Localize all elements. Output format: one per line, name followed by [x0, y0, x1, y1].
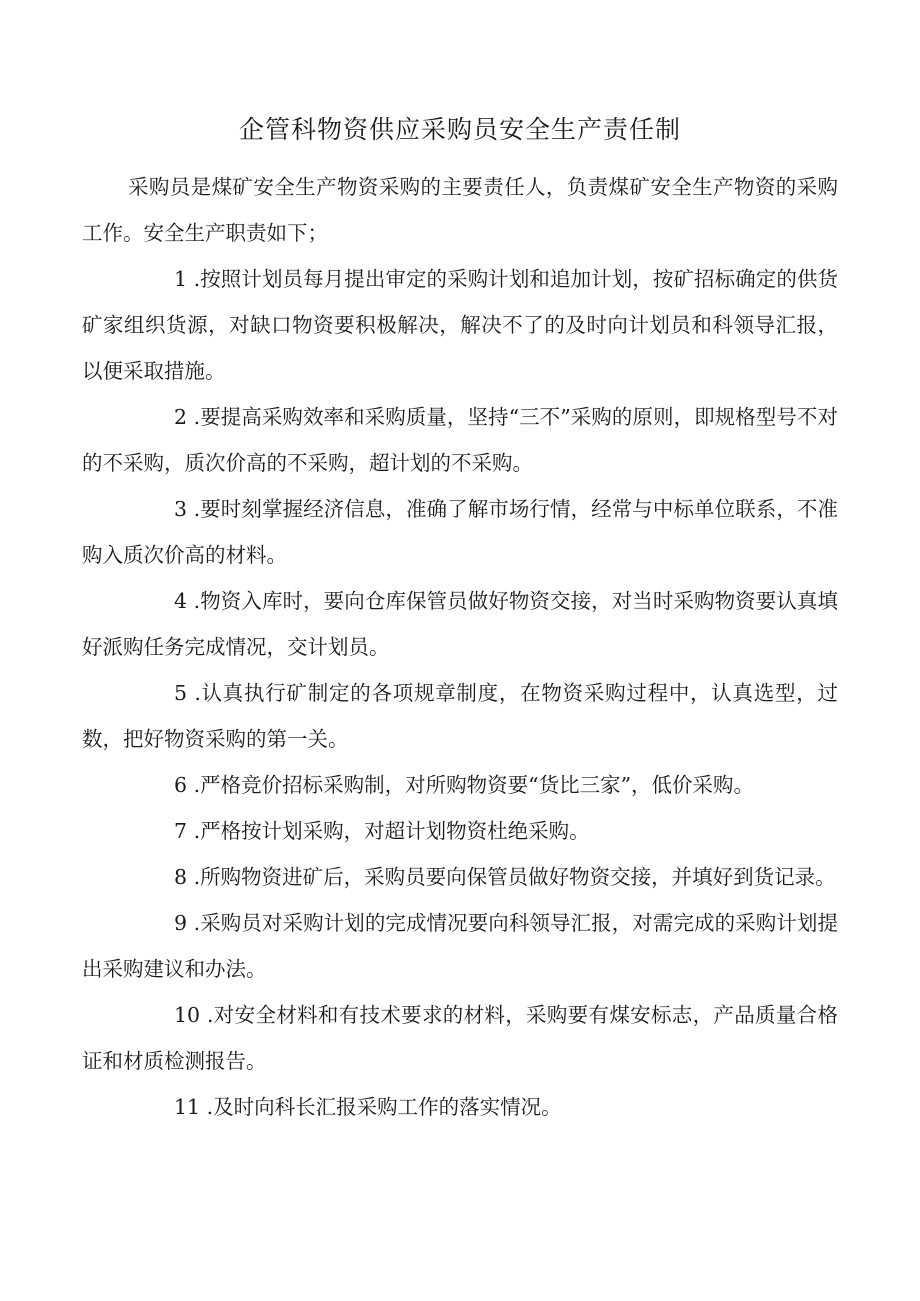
item-number: 1: [174, 267, 188, 291]
intro-paragraph: 采购员是煤矿安全生产物资采购的主要责任人，负责煤矿安全生产物资的采购工作。安全生产职责如下；: [82, 175, 838, 245]
item-text: .按照计划员每月提出审定的采购计划和追加计划，按矿招标确定的供货矿家组织货源，对缺口物资要积极解决，解决不了的及时向计划员和科领导汇报，以便采取措施。: [82, 267, 838, 383]
item-text: .要提高采购效率和采购质量，坚持“三不”采购的原则，即规格型号不对的不采购，质次价高的不采购，超计划的不采购。: [82, 405, 838, 475]
item-number: 10: [174, 1003, 201, 1027]
item-number: 5: [174, 681, 188, 705]
item-number: 11: [174, 1095, 201, 1119]
list-item: [82, 486, 838, 578]
item-number: 3: [174, 497, 188, 521]
list-item: [82, 900, 838, 992]
item-number: 6: [174, 773, 188, 797]
list-item: [82, 578, 838, 670]
list-item: [82, 1084, 838, 1130]
item-text: .物资入库时，要向仓库保管员做好物资交接，对当时采购物资要认真填好派购任务完成情况，交计划员。: [82, 589, 838, 659]
item-number: 9: [174, 911, 188, 935]
item-text: .采购员对采购计划的完成情况要向科领导汇报，对需完成的采购计划提出采购建议和办法。: [82, 911, 838, 981]
item-number: 7: [174, 819, 188, 843]
list-item: [82, 670, 838, 762]
item-number: 4: [174, 589, 188, 613]
document-page: [82, 110, 838, 1130]
item-number: 2: [174, 405, 188, 429]
list-item: [82, 992, 838, 1084]
list-item: [82, 762, 838, 808]
document-title: 企管科物资供应采购员安全生产责任制: [238, 115, 681, 144]
item-number: 8: [174, 865, 188, 889]
item-text: .所购物资进矿后，采购员要向保管员做好物资交接，并填好到货记录。: [193, 865, 836, 889]
list-item: [82, 394, 838, 486]
item-text: .严格按计划采购，对超计划物资杜绝采购。: [193, 819, 590, 843]
list-item: [82, 256, 838, 394]
list-item: [82, 808, 838, 854]
item-text: .及时向科长汇报采购工作的落实情况。: [206, 1095, 562, 1119]
item-text: .要时刻掌握经济信息，准确了解市场行情，经常与中标单位联系，不准购入质次价高的材料。: [82, 497, 838, 567]
list-item: [82, 854, 838, 900]
item-text: .对安全材料和有技术要求的材料，采购要有煤安标志，产品质量合格证和材质检测报告。: [82, 1003, 838, 1073]
item-text: .严格竞价招标采购制，对所购物资要“货比三家”，低价采购。: [193, 773, 755, 797]
item-text: .认真执行矿制定的各项规章制度，在物资采购过程中，认真选型，过数，把好物资采购的第一关。: [82, 681, 838, 751]
